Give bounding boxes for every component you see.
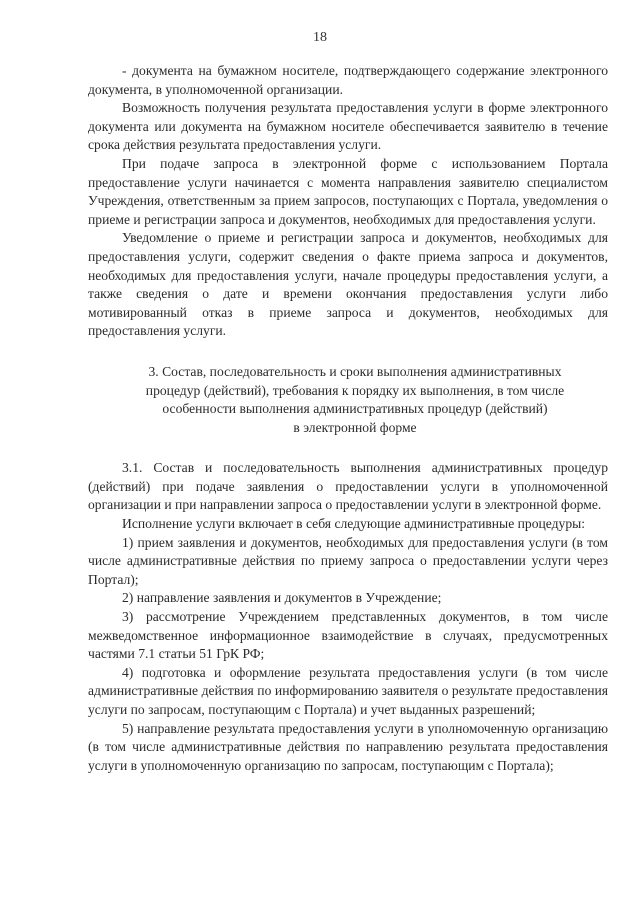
paragraph-procedures-intro: Исполнение услуги включает в себя следующие административные процедуры: (122, 516, 586, 532)
section-heading-line: 3. Состав, последовательность и сроки выполнения административных (148, 363, 562, 379)
list-item-procedure-3: 3) рассмотрение Учреждением представленных документов, в том числе межведомственное информационное взаимодействие в случаях, предусмотренных частями 7.1 статьи 51 ГрК РФ; (88, 609, 608, 662)
paragraph-result-form: Возможность получения результата предоставления услуги в форме электронного документа или документа на бумажном носителе обеспечивается заявителю в течение срока действия результата предоставления услуги. (88, 100, 608, 153)
list-item-procedure-1: 1) прием заявления и документов, необходимых для предоставления услуги (в том числе административные действия по приему запроса о предоставлении услуги через Портал); (88, 534, 608, 587)
paragraph-electronic-copy-bullet: - документа на бумажном носителе, подтверждающего содержание электронного документа, в уполномоченной организации. (88, 63, 608, 97)
list-item-procedure-5: 5) направление результата предоставления услуги в уполномоченную организацию (в том числе административные действия по направлению результата предоставления услуги в уполномоченную организацию по запросам, поступающим с Портала); (88, 720, 608, 773)
list-item-procedure-2: 2) направление заявления и документов в Учреждение; (122, 590, 442, 606)
list-item-procedure-4: 4) подготовка и оформление результата предоставления услуги (в том числе административные действия по информированию заявителя о результате предоставления услуги по запросам, поступающим с Портала) и учет выданных разрешений; (88, 664, 608, 717)
paragraph-3-1: 3.1. Состав и последовательность выполнения административных процедур (действий) при подаче заявления о предоставлении услуги в уполномоченной организации и при направлении запроса о предоставлении услуги в электронной форме. (88, 460, 608, 513)
page-number: 18 (313, 30, 327, 45)
section-heading-line: особенности выполнения административных процедур (действий) (162, 401, 548, 417)
paragraph-portal-start: При подаче запроса в электронной форме с использованием Портала предоставление услуги начинается с момента направления заявителю специалистом Учреждения, ответственным за прием запросов, поступающих с Портала, уведомления о приеме и регистрации запроса и документов, необходимых для предоставления услуги. (88, 155, 608, 227)
section-heading (88, 363, 608, 437)
paragraph-notification-content: Уведомление о приеме и регистрации запроса и документов, необходимых для предоставления услуги, содержит сведения о факте приема запроса и документов, необходимых для предоставления услуги, начале процедуры предоставления услуги, а также сведения о дате и времени окончания предоставления услуги либо мотивированный отказ в приеме запроса и документов, необходимых для предоставления услуги. (88, 230, 608, 339)
section-heading-line: в электронной форме (293, 419, 417, 435)
document-body (88, 62, 608, 775)
section-heading-line: процедур (действий), требования к порядку их выполнения, в том числе (145, 382, 565, 398)
